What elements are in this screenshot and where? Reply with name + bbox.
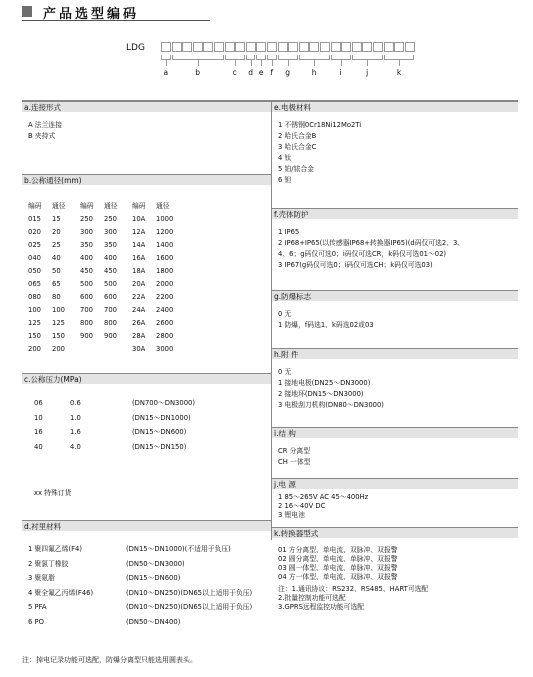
h-item: 3 电极刮刀机构(DN80～DN3000) — [278, 401, 384, 409]
section-f-heading: f.壳体防护 — [272, 208, 518, 219]
i-item: CR 分离型 — [278, 447, 311, 455]
table-cell: (DN15～DN600) — [132, 428, 187, 436]
table-cell: (DN15～DN150) — [132, 442, 187, 451]
k-item: 01 方分离型、单电流、双脉冲、双报警 — [278, 546, 398, 554]
table-cell: 10 — [34, 413, 43, 422]
table-cell: 050 — [28, 267, 41, 275]
code-box — [246, 42, 256, 52]
table-cell: 700 — [104, 306, 117, 314]
code-letter: c — [232, 68, 237, 77]
code-stem — [399, 60, 400, 66]
table-cell: (DN50～DN400) — [126, 617, 181, 626]
table-cell: 4.0 — [70, 442, 81, 451]
code-stem — [166, 60, 167, 66]
title-underline — [22, 20, 210, 21]
code-box — [161, 42, 171, 52]
table-cell: 025 — [28, 241, 41, 249]
code-stem — [272, 60, 273, 66]
table-cell: (DN15～DN600) — [126, 574, 181, 582]
table-cell: 450 — [80, 267, 93, 275]
table-cell: 125 — [28, 319, 41, 327]
code-box — [225, 42, 235, 52]
table-cell: 22A — [132, 293, 146, 301]
table-cell: 600 — [104, 293, 117, 301]
table-cell: 4 聚全氟乙丙烯(F46) — [28, 588, 94, 597]
section-c-heading: c.公称压力(MPa) — [22, 373, 271, 384]
code-box — [193, 42, 203, 52]
table-cell: 80 — [52, 293, 61, 301]
i-item: CH 一体型 — [278, 458, 311, 466]
code-box — [278, 42, 288, 52]
table-cell: 300 — [80, 228, 93, 236]
code-box — [182, 42, 192, 52]
table-cell: 65 — [52, 280, 61, 288]
table-cell: 015 — [28, 215, 41, 223]
table-cell: 15 — [52, 215, 61, 223]
e-item: 6 钽 — [278, 176, 292, 184]
code-stem — [288, 60, 289, 66]
code-box — [235, 42, 245, 52]
table-cell: 通径 — [156, 202, 170, 210]
table-cell: 20 — [52, 228, 61, 236]
code-letter: a — [163, 68, 169, 77]
table-cell: 800 — [80, 319, 93, 327]
table-cell: 900 — [104, 332, 117, 340]
table-cell: 100 — [52, 306, 65, 314]
table-cell: 500 — [80, 280, 93, 288]
a-item: B 夹持式 — [28, 132, 56, 140]
table-cell: 1 聚四氟乙烯(F4) — [28, 545, 83, 553]
k-item: 04 方一体型、单电流、双脉冲、双报警 — [278, 573, 398, 581]
code-box — [394, 42, 404, 52]
table-cell: 700 — [80, 306, 93, 314]
section-j-heading: j.电 源 — [272, 478, 518, 489]
table-cell: 065 — [28, 280, 41, 288]
code-box — [373, 42, 383, 52]
j-item: 2 16～40V DC — [278, 502, 326, 510]
e-item: 3 哈氏合金C — [278, 143, 317, 151]
e-item: 1 不锈钢0Cr18Ni12Mo2Ti — [278, 121, 362, 129]
table-cell: 1400 — [156, 241, 174, 249]
code-letter: g — [285, 68, 291, 77]
k-note: 注：1.通讯协议：RS232、RS485、HART可选配 — [278, 585, 429, 593]
table-cell: 080 — [28, 293, 41, 301]
code-box — [341, 42, 351, 52]
table-cell: 40 — [34, 442, 43, 451]
code-letter: k — [396, 68, 402, 77]
code-box — [267, 42, 277, 52]
table-cell: 编码 — [132, 202, 146, 210]
table-cell: 40 — [52, 254, 61, 262]
code-box — [405, 42, 415, 52]
table-cell: (DN15～DN1000) — [132, 413, 191, 422]
section-b-heading: b.公称通径(mm) — [22, 174, 271, 185]
section-d-heading: d.衬里材料 — [22, 520, 271, 531]
table-cell: 040 — [28, 254, 41, 262]
table-cell: 50 — [52, 267, 61, 275]
table-cell: 200 — [52, 345, 65, 353]
f-item: 2 IP68+IP65(以传感器IP68+转换器IP65)(d码仅可选2、3、 — [278, 239, 465, 247]
code-prefix: LDG — [126, 43, 145, 53]
table-cell: 16 — [34, 428, 43, 436]
k-item: 03 圆一体型、单电流、单脉冲、双报警 — [278, 564, 398, 572]
table-cell: 2800 — [156, 332, 174, 340]
section-h-heading: h.附 件 — [272, 348, 518, 359]
table-cell: 2200 — [156, 293, 174, 301]
code-stem — [261, 60, 262, 66]
code-stem — [235, 60, 236, 66]
table-cell: 1.6 — [70, 428, 81, 436]
table-cell: 16A — [132, 254, 146, 262]
code-box — [256, 42, 266, 52]
table-cell: 500 — [104, 280, 117, 288]
code-box — [214, 42, 224, 52]
table-cell: 编码 — [80, 202, 94, 210]
g-item: 0 无 — [278, 310, 292, 318]
code-letter: e — [258, 68, 264, 77]
code-letter: b — [195, 68, 200, 77]
table-cell: 24A — [132, 306, 146, 314]
table-cell: 6 PO — [28, 617, 44, 626]
code-box — [288, 42, 298, 52]
h-item: 1 接地电极(DN25～DN3000) — [278, 379, 371, 387]
page-title: 产品选型编码 — [43, 7, 140, 22]
table-cell: 1000 — [156, 215, 174, 223]
table-cell: (DN50～DN3000) — [126, 559, 185, 568]
section-i-heading: i.结 构 — [272, 427, 518, 438]
table-cell: 2000 — [156, 280, 174, 288]
table-cell: 3 聚氨脂 — [28, 574, 55, 582]
j-item: 3 锂电池 — [278, 511, 305, 519]
table-cell: 28A — [132, 332, 146, 340]
table-cell: 18A — [132, 267, 146, 275]
code-box — [352, 42, 362, 52]
table-cell: 100 — [28, 306, 41, 314]
section-e-heading: e.电极材料 — [272, 101, 518, 112]
table-cell: (DN15～DN1000)(不适用于负压) — [126, 545, 231, 553]
table-cell: 编码 — [28, 202, 42, 210]
table-cell: 06 — [34, 399, 43, 407]
table-cell: 10A — [132, 215, 146, 223]
code-letter: f — [270, 68, 274, 77]
code-letter: d — [248, 68, 253, 77]
code-box — [331, 42, 341, 52]
table-cell: 1.0 — [70, 413, 81, 422]
table-cell: 020 — [28, 228, 41, 236]
table-cell: 350 — [104, 241, 117, 249]
code-box — [203, 42, 213, 52]
code-letter: i — [339, 68, 342, 77]
e-item: 5 铂/铱合金 — [278, 165, 314, 173]
table-cell: (DN10～DN250)(DN65以上适用于负压) — [126, 603, 253, 611]
table-cell: 1800 — [156, 267, 174, 275]
code-stem — [198, 60, 199, 66]
table-cell: 450 — [104, 267, 117, 275]
title-marker — [22, 6, 32, 17]
code-box — [362, 42, 372, 52]
table-cell: (DN700～DN3000) — [132, 399, 196, 407]
j-item: 1 85～265V AC 45～400Hz — [278, 493, 369, 501]
code-box — [309, 42, 319, 52]
code-stem — [251, 60, 252, 66]
table-cell: 125 — [52, 319, 65, 327]
g-item: 1 防爆，f码选1、k码选02或03 — [278, 321, 374, 329]
table-cell: 2400 — [156, 306, 174, 314]
table-cell: 2600 — [156, 319, 174, 327]
table-cell: 600 — [80, 293, 93, 301]
code-box — [320, 42, 330, 52]
table-cell: 3000 — [156, 345, 174, 353]
table-cell: 150 — [52, 332, 65, 340]
e-item: 4 钛 — [278, 154, 292, 162]
table-cell: 400 — [104, 254, 117, 262]
code-stem — [314, 60, 315, 66]
table-cell: 250 — [104, 215, 117, 223]
table-cell: 1600 — [156, 254, 174, 262]
table-cell: 12A — [132, 228, 146, 236]
footer-note: 注：掉电记录功能可选配，防爆分离型只能选用圆表头。 — [22, 656, 197, 664]
table-cell: 800 — [104, 319, 117, 327]
f-item: 3 IP67(g码仅可选0；i码仅可选CH；k码仅可选03) — [278, 261, 433, 269]
table-cell: 2 聚氯丁橡胶 — [28, 559, 69, 568]
f-item: 1 IP65 — [278, 228, 300, 236]
table-cell: 通径 — [52, 202, 66, 210]
table-cell: 300 — [104, 228, 117, 236]
k-note: 3.GPRS远程监控功能可选配 — [278, 603, 365, 611]
table-cell: 350 — [80, 241, 93, 249]
table-cell: 400 — [80, 254, 93, 262]
section-g-heading: g.防爆标志 — [272, 290, 518, 301]
e-item: 2 哈氏合金B — [278, 132, 317, 140]
a-item: A 法兰连接 — [28, 121, 62, 129]
code-letter: j — [366, 68, 369, 77]
table-cell: 5 PFA — [28, 603, 47, 611]
code-box — [172, 42, 182, 52]
table-cell: 200 — [28, 345, 41, 353]
table-cell: 1200 — [156, 228, 174, 236]
column-divider — [271, 101, 272, 540]
table-cell: 150 — [28, 332, 41, 340]
k-item: 02 圆分离型、单电流、单脉冲、双报警 — [278, 555, 398, 563]
section-a-heading: a.连接形式 — [22, 101, 271, 112]
table-cell: 14A — [132, 241, 146, 249]
code-letter: h — [311, 68, 317, 77]
h-item: 0 无 — [278, 368, 292, 376]
k-note: 2.批量控制功能可选配 — [278, 594, 346, 602]
code-box — [384, 42, 394, 52]
table-cell: 900 — [80, 332, 93, 340]
section-k-heading: k.转换器型式 — [272, 527, 518, 538]
table-cell: 25 — [52, 241, 61, 249]
table-cell: 20A — [132, 280, 146, 288]
code-stem — [367, 60, 368, 66]
table-cell: 0.6 — [70, 399, 81, 407]
table-cell: 26A — [132, 319, 146, 327]
table-cell: 30A — [132, 345, 146, 353]
f-item: 4、6；g码仅可选0；i码仅可选CR，k码仅可选01～02) — [278, 250, 447, 258]
c-special: xx 特殊订货 — [34, 489, 72, 497]
code-box — [299, 42, 309, 52]
h-item: 2 接地环(DN15～DN3000) — [278, 390, 364, 398]
code-stem — [341, 60, 342, 66]
table-cell: (DN10～DN250)(DN65以上适用于负压) — [126, 588, 253, 597]
table-cell: 250 — [80, 215, 93, 223]
table-cell: 通径 — [104, 202, 118, 210]
